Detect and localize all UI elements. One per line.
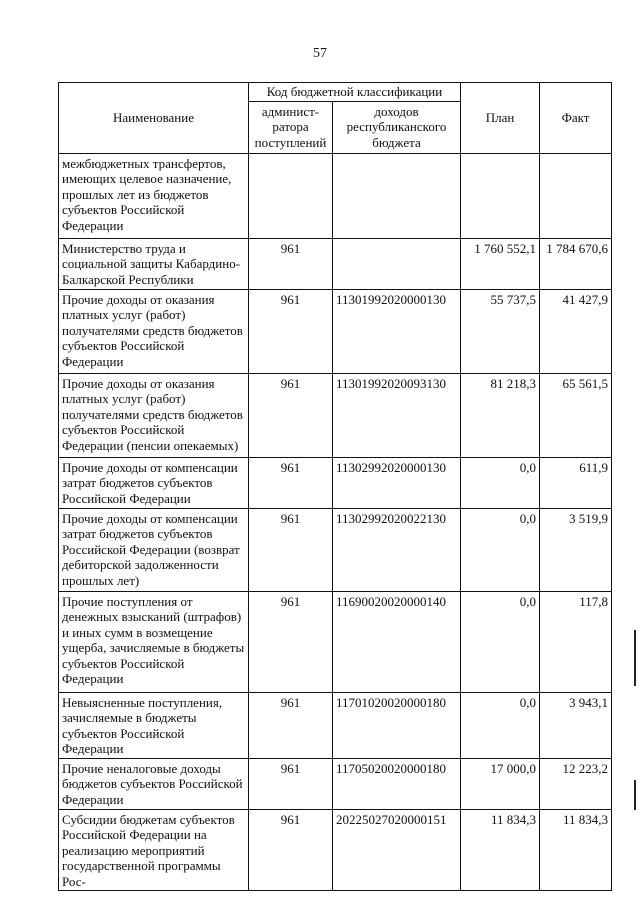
row-plan <box>461 153 540 238</box>
header-admin: админист- ратора поступлений <box>249 101 333 153</box>
row-plan: 55 737,5 <box>461 289 540 373</box>
row-name: Прочие доходы от компенсации затрат бюджетов субъектов Российской Федерации <box>59 457 249 508</box>
table-row <box>59 591 612 692</box>
row-fact: 611,9 <box>540 457 612 508</box>
header-code-group: Код бюджетной классификации <box>249 83 461 102</box>
row-admin-code: 961 <box>249 373 333 457</box>
row-revenue-code <box>333 153 461 238</box>
row-fact: 3 519,9 <box>540 508 612 591</box>
row-name: Прочие поступления от денежных взысканий (штрафов) и иных сумм в возмещение ущерба, зачисляемые в бюджеты субъектов Российской Федерации <box>59 591 249 692</box>
scan-edge-mark <box>634 780 636 810</box>
row-fact: 41 427,9 <box>540 289 612 373</box>
table-row <box>59 457 612 508</box>
scan-edge-mark <box>634 630 636 686</box>
table-row <box>59 373 612 457</box>
row-plan: 81 218,3 <box>461 373 540 457</box>
row-revenue-code: 11302992020022130 <box>333 508 461 591</box>
table-row <box>59 508 612 591</box>
row-plan: 17 000,0 <box>461 758 540 809</box>
row-name: Прочие неналоговые доходы бюджетов субъектов Российской Федерации <box>59 758 249 809</box>
row-revenue-code: 11690020020000140 <box>333 591 461 692</box>
row-admin-code: 961 <box>249 508 333 591</box>
row-revenue-code <box>333 238 461 289</box>
row-fact: 11 834,3 <box>540 809 612 891</box>
row-fact: 65 561,5 <box>540 373 612 457</box>
row-plan: 0,0 <box>461 591 540 692</box>
page-number: 57 <box>313 46 327 61</box>
header-plan: План <box>461 83 540 154</box>
row-admin-code <box>249 153 333 238</box>
row-plan: 1 760 552,1 <box>461 238 540 289</box>
header-revenue: доходов республиканского бюджета <box>333 101 461 153</box>
row-admin-code: 961 <box>249 289 333 373</box>
table-row <box>59 289 612 373</box>
row-admin-code: 961 <box>249 758 333 809</box>
row-admin-code: 961 <box>249 591 333 692</box>
header-fact: Факт <box>540 83 612 154</box>
row-revenue-code: 11301992020093130 <box>333 373 461 457</box>
row-revenue-code: 11302992020000130 <box>333 457 461 508</box>
table-row <box>59 758 612 809</box>
row-fact: 117,8 <box>540 591 612 692</box>
row-name: межбюджетных трансфертов, имеющих целевое назначение, прошлых лет из бюджетов субъектов Российской Федерации <box>59 153 249 238</box>
row-plan: 0,0 <box>461 508 540 591</box>
row-name: Министерство труда и социальной защиты Кабардино-Балкарской Республики <box>59 238 249 289</box>
row-plan: 0,0 <box>461 692 540 758</box>
row-admin-code: 961 <box>249 457 333 508</box>
row-revenue-code: 11301992020000130 <box>333 289 461 373</box>
row-name: Субсидии бюджетам субъектов Российской Федерации на реализацию мероприятий государственной программы Рос- <box>59 809 249 891</box>
row-fact: 12 223,2 <box>540 758 612 809</box>
row-name: Невыясненные поступления, зачисляемые в бюджеты субъектов Российской Федерации <box>59 692 249 758</box>
row-revenue-code: 20225027020000151 <box>333 809 461 891</box>
row-name: Прочие доходы от оказания платных услуг (работ) получателями средств бюджетов субъектов Российской Федерации (пенсии опекаемых) <box>59 373 249 457</box>
row-name: Прочие доходы от оказания платных услуг (работ) получателями средств бюджетов субъектов Российской Федерации <box>59 289 249 373</box>
row-revenue-code: 11701020020000180 <box>333 692 461 758</box>
row-name: Прочие доходы от компенсации затрат бюджетов субъектов Российской Федерации (возврат дебиторской задолженности прошлых лет) <box>59 508 249 591</box>
row-admin-code: 961 <box>249 238 333 289</box>
budget-revenue-table <box>58 82 612 891</box>
row-plan: 0,0 <box>461 457 540 508</box>
row-plan: 11 834,3 <box>461 809 540 891</box>
row-fact: 1 784 670,6 <box>540 238 612 289</box>
row-admin-code: 961 <box>249 809 333 891</box>
row-fact <box>540 153 612 238</box>
table-row <box>59 238 612 289</box>
row-admin-code: 961 <box>249 692 333 758</box>
table-row <box>59 153 612 238</box>
table-row <box>59 692 612 758</box>
table-row <box>59 809 612 891</box>
row-revenue-code: 11705020020000180 <box>333 758 461 809</box>
header-name: Наименование <box>59 83 249 154</box>
row-fact: 3 943,1 <box>540 692 612 758</box>
